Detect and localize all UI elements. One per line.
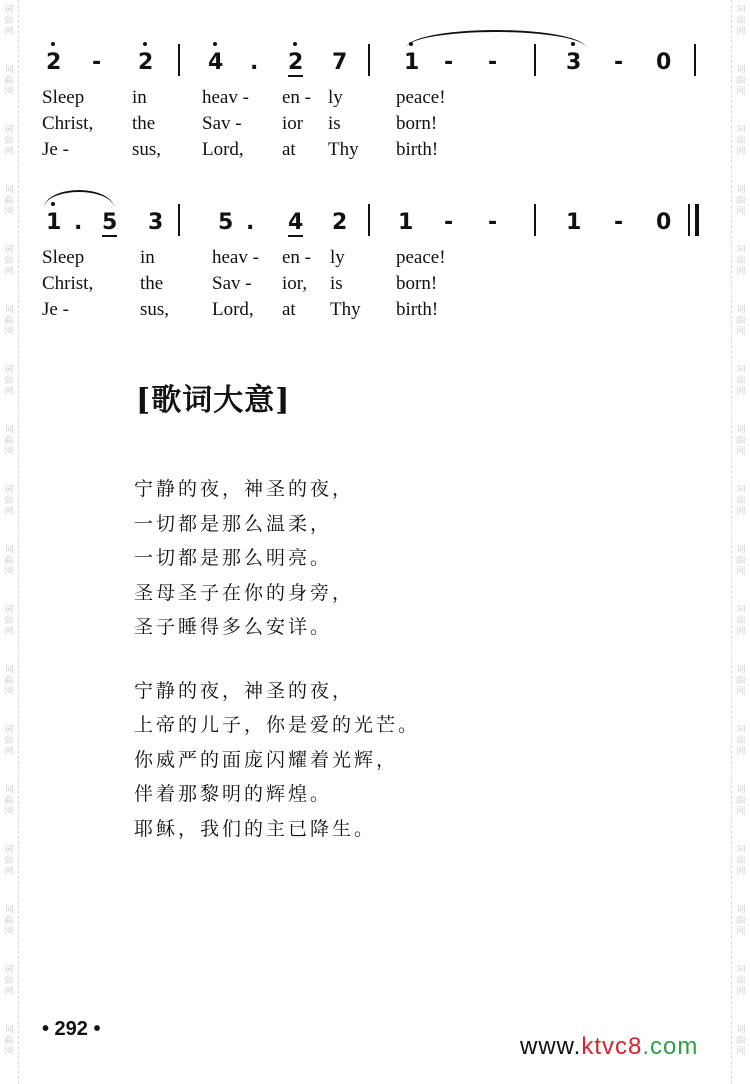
watermark-mark (734, 905, 748, 938)
watermark-mark (2, 1025, 16, 1058)
jianpu-note (46, 50, 61, 75)
lyric-syllable: Thy (328, 139, 359, 160)
watermark-char: 词 (4, 305, 14, 315)
watermark-char: 词 (4, 845, 14, 855)
jianpu-note (46, 210, 61, 235)
note-digit: - (444, 50, 454, 75)
jianpu-note (148, 210, 163, 235)
octave-dot (51, 202, 55, 206)
jianpu-note (488, 210, 497, 235)
watermark-char: 网 (736, 867, 746, 877)
watermark-char: 网 (4, 507, 14, 517)
watermark-char: 曲 (736, 376, 746, 386)
watermark-mark (734, 305, 748, 338)
watermark-char: 网 (4, 267, 14, 277)
watermark-char: 曲 (736, 976, 746, 986)
lyric-syllable: ly (328, 87, 343, 108)
watermark-char: 曲 (736, 256, 746, 266)
watermark-mark (2, 365, 16, 398)
lyric-syllable: en - (282, 87, 312, 108)
jianpu-note (398, 210, 413, 235)
watermark-char: 词 (4, 425, 14, 435)
watermark-char: 网 (4, 147, 14, 157)
jianpu-note (138, 50, 153, 75)
watermark-mark (2, 5, 16, 38)
watermark-char: 词 (4, 125, 14, 135)
watermark-char: 曲 (736, 676, 746, 686)
watermark-char: 词 (736, 125, 746, 135)
watermark-char: 网 (736, 507, 746, 517)
watermark-char: 网 (736, 807, 746, 817)
jianpu-note (250, 50, 258, 75)
watermark-char: 词 (4, 485, 14, 495)
lyric-syllable: the (140, 273, 164, 294)
watermark-char: 曲 (736, 616, 746, 626)
translation-line: 圣子睡得多么安详。 (134, 616, 333, 638)
note-digit: 1 (566, 210, 582, 235)
lyric-syllable: birth! (396, 299, 439, 320)
note-digit: 2 (46, 50, 62, 75)
translation-line: 宁静的夜，神圣的夜， (134, 478, 355, 500)
watermark-char: 词 (736, 785, 746, 795)
note-digit: 2 (288, 50, 304, 75)
lyric-syllable: the (132, 113, 156, 134)
watermark-mark (2, 785, 16, 818)
watermark-char: 曲 (4, 796, 14, 806)
lyric-syllable: ior (282, 113, 304, 134)
jianpu-note (92, 50, 101, 75)
jianpu-note (488, 50, 497, 75)
watermark-mark (734, 365, 748, 398)
jianpu-note (208, 50, 223, 75)
lyric-syllable: Je - (42, 139, 69, 160)
jianpu-note (614, 210, 623, 235)
note-digit: 7 (332, 50, 348, 75)
watermark-char: 词 (4, 1025, 14, 1035)
watermark-char: 网 (4, 447, 14, 457)
watermark-mark (734, 125, 748, 158)
watermark-char: 曲 (736, 136, 746, 146)
lyric-syllable: in (132, 87, 147, 108)
lyric-syllable: ly (330, 247, 345, 268)
lyric-syllable: en - (282, 247, 312, 268)
note-digit: 5 (102, 210, 118, 235)
lyric-syllable: Sav - (202, 113, 242, 134)
watermark-char: 网 (4, 1047, 14, 1057)
note-digit: 4 (208, 50, 224, 75)
watermark-char: 网 (736, 687, 746, 697)
note-digit: - (614, 210, 624, 235)
note-digit: 3 (148, 210, 164, 235)
watermark-mark (734, 605, 748, 638)
lyric-syllable: Sleep (42, 247, 85, 268)
watermark-char: 词 (4, 605, 14, 615)
watermark-char: 曲 (736, 856, 746, 866)
watermark-mark (734, 965, 748, 998)
watermark-mark (2, 65, 16, 98)
watermark-char: 曲 (736, 196, 746, 206)
watermark-char: 曲 (736, 556, 746, 566)
score-row-2 (40, 210, 700, 240)
lyric-syllable: is (328, 113, 341, 134)
watermark-char: 网 (4, 327, 14, 337)
watermark-char: 曲 (4, 136, 14, 146)
note-digit: 2 (138, 50, 154, 75)
note-digit: 3 (566, 50, 582, 75)
note-digit: . (250, 50, 259, 75)
jianpu-note (444, 50, 453, 75)
watermark-mark (2, 545, 16, 578)
barline (534, 204, 536, 236)
translation-line: 一切都是那么温柔， (134, 512, 333, 535)
watermark-char: 网 (736, 747, 746, 757)
note-digit: 5 (218, 210, 234, 235)
watermark-mark (734, 785, 748, 818)
watermark-char: 词 (4, 5, 14, 15)
watermark-mark (2, 605, 16, 638)
watermark-char: 词 (736, 185, 746, 195)
lyric-syllable: Lord, (212, 299, 254, 320)
watermark-mark (734, 665, 748, 698)
watermark-char: 词 (4, 185, 14, 195)
watermark-char: 网 (736, 447, 746, 457)
watermark-mark (734, 1025, 748, 1058)
watermark-char: 曲 (736, 436, 746, 446)
watermark-char: 网 (736, 267, 746, 277)
jianpu-note (332, 50, 347, 75)
watermark-char: 网 (736, 27, 746, 37)
watermark-char: 网 (736, 387, 746, 397)
final-barline (695, 204, 699, 236)
watermark-char: 词 (736, 305, 746, 315)
watermark-char: 曲 (4, 256, 14, 266)
watermark-char: 词 (736, 1025, 746, 1035)
watermark-mark (2, 725, 16, 758)
watermark-char: 词 (4, 665, 14, 675)
octave-dot (571, 42, 575, 46)
octave-dot (143, 42, 147, 46)
lyric-syllable: is (330, 273, 343, 294)
watermark-char: 词 (736, 485, 746, 495)
watermark-char: 曲 (4, 316, 14, 326)
watermark-char: 网 (4, 207, 14, 217)
site-logo-main: ktvc8 (581, 1033, 643, 1060)
lyric-syllable: Sleep (42, 87, 85, 108)
lyric-syllable: Sav - (212, 273, 252, 294)
note-digit: - (614, 50, 624, 75)
note-digit: 2 (332, 210, 348, 235)
watermark-char: 曲 (736, 496, 746, 506)
watermark-mark (734, 845, 748, 878)
watermark-char: 词 (4, 725, 14, 735)
note-digit: - (92, 50, 102, 75)
watermark-char: 网 (4, 627, 14, 637)
duration-underline (102, 235, 117, 237)
watermark-char: 词 (736, 65, 746, 75)
watermark-char: 网 (4, 987, 14, 997)
watermark-char: 网 (736, 207, 746, 217)
watermark-char: 词 (736, 425, 746, 435)
watermark-char: 网 (736, 627, 746, 637)
watermark-char: 曲 (736, 76, 746, 86)
watermark-char: 词 (736, 905, 746, 915)
watermark-char: 网 (736, 87, 746, 97)
watermark-char: 曲 (4, 916, 14, 926)
watermark-mark (2, 305, 16, 338)
watermark-mark (734, 545, 748, 578)
barline (694, 44, 696, 76)
watermark-char: 曲 (736, 916, 746, 926)
page-number: • 292 • (42, 1018, 101, 1040)
watermark-mark (734, 185, 748, 218)
watermark-mark (734, 245, 748, 278)
watermark-mark (734, 725, 748, 758)
watermark-char: 网 (736, 327, 746, 337)
watermark-char: 词 (4, 245, 14, 255)
jianpu-note (332, 210, 347, 235)
watermark-char: 曲 (4, 196, 14, 206)
lyric-syllable: Christ, (42, 113, 94, 134)
lyric-syllable: Christ, (42, 273, 94, 294)
watermark-char: 词 (4, 545, 14, 555)
watermark-char: 网 (736, 927, 746, 937)
watermark-char: 曲 (4, 736, 14, 746)
lyric-syllable: sus, (140, 299, 170, 320)
jianpu-note (74, 210, 82, 235)
translation-line: 上帝的儿子，你是爱的光芒。 (134, 714, 421, 736)
watermark-mark (2, 485, 16, 518)
lyric-syllable: heav - (212, 247, 259, 268)
watermark-mark (2, 185, 16, 218)
watermark-char: 曲 (4, 856, 14, 866)
lyric-syllable: birth! (396, 139, 439, 160)
watermark-char: 词 (4, 65, 14, 75)
site-logo-prefix: www. (520, 1033, 582, 1060)
lyric-syllable: born! (396, 113, 438, 134)
barline (368, 204, 370, 236)
watermark-char: 词 (736, 605, 746, 615)
jianpu-note (246, 210, 254, 235)
watermark-char: 曲 (736, 316, 746, 326)
watermark-char: 词 (736, 365, 746, 375)
watermark-char: 网 (4, 927, 14, 937)
barline (178, 204, 180, 236)
note-digit: - (488, 50, 498, 75)
jianpu-note (656, 210, 671, 235)
watermark-char: 网 (4, 687, 14, 697)
octave-dot (409, 42, 413, 46)
watermark-mark (734, 5, 748, 38)
jianpu-note (288, 50, 303, 75)
lyric-syllable: ior, (282, 273, 308, 294)
watermark-char: 曲 (4, 616, 14, 626)
note-digit: - (488, 210, 498, 235)
watermark-mark (2, 425, 16, 458)
note-digit: 1 (398, 210, 414, 235)
watermark-char: 曲 (4, 676, 14, 686)
lyric-syllable: sus, (132, 139, 162, 160)
watermark-char: 词 (4, 905, 14, 915)
watermark-char: 曲 (4, 16, 14, 26)
jianpu-note (102, 210, 117, 235)
note-digit: - (444, 210, 454, 235)
translation-line: 耶稣，我们的主已降生。 (134, 817, 377, 840)
watermark-char: 曲 (736, 736, 746, 746)
watermark-char: 曲 (4, 76, 14, 86)
watermark-char: 网 (4, 387, 14, 397)
jianpu-note (566, 50, 581, 75)
duration-underline (288, 235, 303, 237)
translation-line: 圣母圣子在你的身旁， (134, 581, 355, 604)
translation-line: 宁静的夜，神圣的夜， (134, 679, 355, 702)
barline (178, 44, 180, 76)
lyric-syllable: Thy (330, 299, 361, 320)
translation-line: 你威严的面庞闪耀着光辉， (134, 748, 399, 771)
lyric-syllable: peace! (396, 87, 446, 108)
barline (368, 44, 370, 76)
watermark-char: 曲 (4, 556, 14, 566)
octave-dot (51, 42, 55, 46)
watermark-mark (2, 125, 16, 158)
jianpu-note (288, 210, 303, 235)
watermark-char: 词 (4, 785, 14, 795)
watermark-char: 曲 (4, 976, 14, 986)
lyric-syllable: in (140, 247, 155, 268)
watermark-char: 网 (4, 747, 14, 757)
octave-dot (213, 42, 217, 46)
watermark-char: 曲 (4, 436, 14, 446)
watermark-char: 网 (736, 1047, 746, 1057)
barline (688, 204, 690, 236)
note-digit: 0 (656, 50, 672, 75)
score-row-1 (40, 50, 700, 80)
watermark-char: 曲 (4, 1036, 14, 1046)
watermark-char: 词 (736, 665, 746, 675)
lyric-syllable: Je - (42, 299, 69, 320)
watermark-char: 词 (736, 5, 746, 15)
lyric-syllable: heav - (202, 87, 249, 108)
tie-mark (406, 30, 586, 48)
watermark-char: 曲 (4, 376, 14, 386)
watermark-char: 网 (4, 807, 14, 817)
lyric-syllable: born! (396, 273, 438, 294)
jianpu-note (404, 50, 419, 75)
watermark-char: 网 (4, 567, 14, 577)
watermark-mark (2, 665, 16, 698)
watermark-mark (2, 905, 16, 938)
note-digit: 0 (656, 210, 672, 235)
watermark-mark (734, 485, 748, 518)
watermark-mark (734, 425, 748, 458)
watermark-char: 曲 (736, 1036, 746, 1046)
watermark-char: 词 (4, 965, 14, 975)
watermark-mark (2, 845, 16, 878)
note-digit: . (74, 210, 83, 235)
lyric-syllable: peace! (396, 247, 446, 268)
watermark-mark (734, 65, 748, 98)
watermark-char: 词 (736, 725, 746, 735)
watermark-char: 词 (736, 245, 746, 255)
octave-dot (293, 42, 297, 46)
watermark-mark (2, 245, 16, 278)
translation-line: 伴着那黎明的辉煌。 (134, 783, 333, 805)
watermark-char: 曲 (4, 496, 14, 506)
watermark-char: 词 (4, 365, 14, 375)
watermark-char: 网 (736, 147, 746, 157)
watermark-char: 网 (4, 867, 14, 877)
watermark-char: 网 (736, 567, 746, 577)
jianpu-note (218, 210, 233, 235)
jianpu-note (656, 50, 671, 75)
watermark-char: 词 (736, 845, 746, 855)
watermark-char: 网 (736, 987, 746, 997)
lyric-syllable: Lord, (202, 139, 244, 160)
barline (534, 44, 536, 76)
watermark-char: 词 (736, 545, 746, 555)
section-title: [歌词大意] (136, 383, 291, 418)
translation-line: 一切都是那么明亮。 (134, 547, 333, 569)
jianpu-note (444, 210, 453, 235)
jianpu-note (614, 50, 623, 75)
note-digit: 4 (288, 210, 304, 235)
lyric-syllable: at (282, 299, 296, 320)
site-logo (520, 1033, 698, 1061)
site-logo-suffix: .com (642, 1033, 699, 1060)
note-digit: . (246, 210, 255, 235)
watermark-char: 词 (736, 965, 746, 975)
note-digit: 1 (46, 210, 62, 235)
lyric-syllable: at (282, 139, 296, 160)
jianpu-note (566, 210, 581, 235)
duration-underline (288, 75, 303, 77)
watermark-char: 曲 (736, 796, 746, 806)
watermark-char: 曲 (736, 16, 746, 26)
note-digit: 1 (404, 50, 420, 75)
watermark-char: 网 (4, 87, 14, 97)
watermark-char: 网 (4, 27, 14, 37)
watermark-mark (2, 965, 16, 998)
